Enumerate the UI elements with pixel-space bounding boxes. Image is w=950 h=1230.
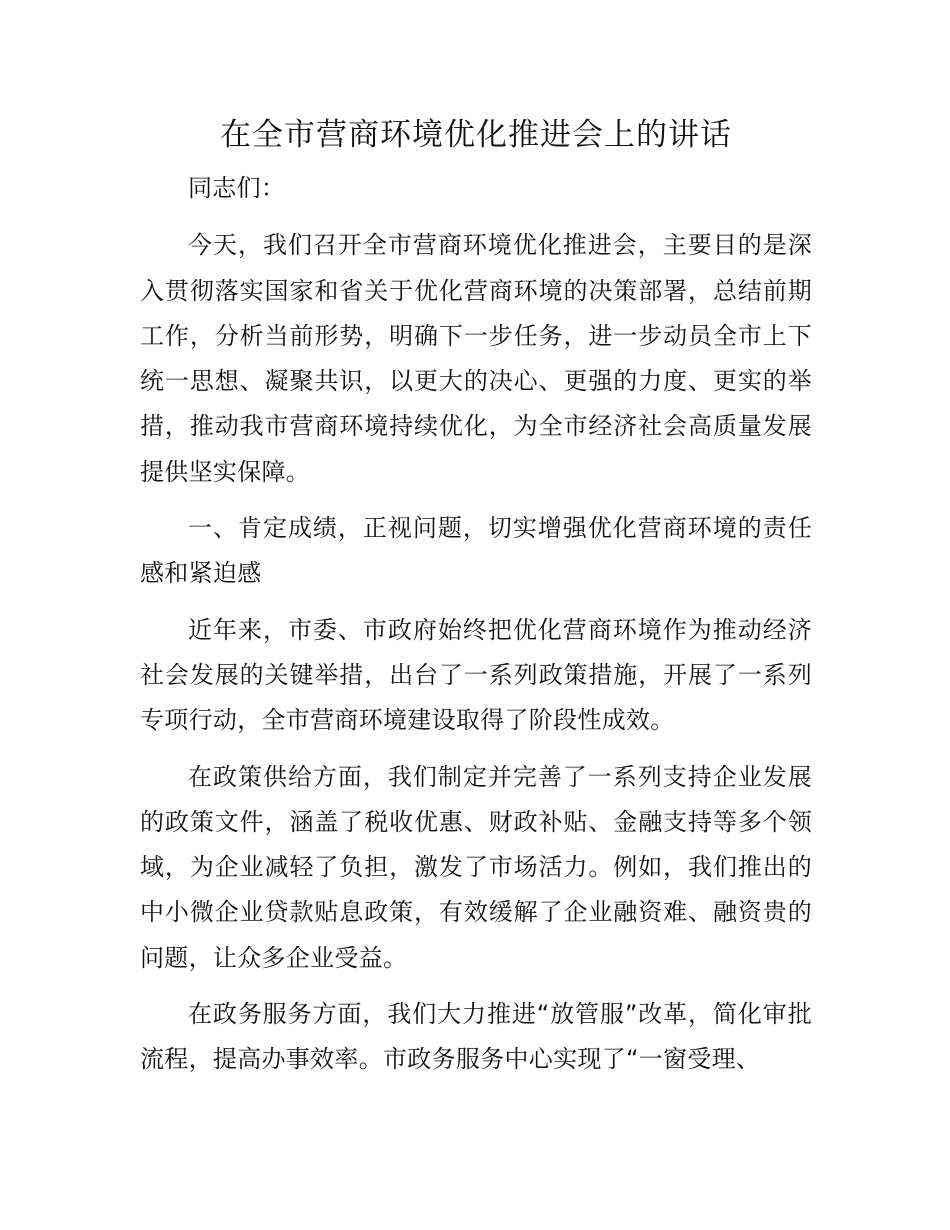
paragraph-government-services: 在政务服务方面，我们大力推进“放管服”改革，简化审批流程，提高办事效率。市政务服务中心实现了“一窗受理、 <box>140 1000 812 1074</box>
section-heading-1: 一、肯定成绩，正视问题，切实增强优化营商环境的责任感和紧迫感 <box>140 514 812 588</box>
paragraph-policy-supply: 在政策供给方面，我们制定并完善了一系列支持企业发展的政策文件，涵盖了税收优惠、财政补贴、金融支持等多个领域，为企业减轻了负担，激发了市场活力。例如，我们推出的中小微企业贷款贴息政策，有效缓解了企业融资难、融资贵的问题，让众多企业受益。 <box>140 762 812 972</box>
paragraph-intro: 今天，我们召开全市营商环境优化推进会，主要目的是深入贯彻落实国家和省关于优化营商环境的决策部署，总结前期工作，分析当前形势，明确下一步任务，进一步动员全市上下统一思想、凝聚共识，以更大的决心、更强的力度、更实的举措，推动我市营商环境持续优化，为全市经济社会高质量发展提供坚实保障。 <box>140 231 812 486</box>
greeting: 同志们： <box>188 174 286 202</box>
document-title: 在全市营商环境优化推进会上的讲话 <box>220 117 732 153</box>
document-body <box>140 108 812 1094</box>
paragraph-achievements: 近年来，市委、市政府始终把优化营商环境作为推动经济社会发展的关键举措，出台了一系列政策措施，开展了一系列专项行动，全市营商环境建设取得了阶段性成效。 <box>140 615 812 735</box>
